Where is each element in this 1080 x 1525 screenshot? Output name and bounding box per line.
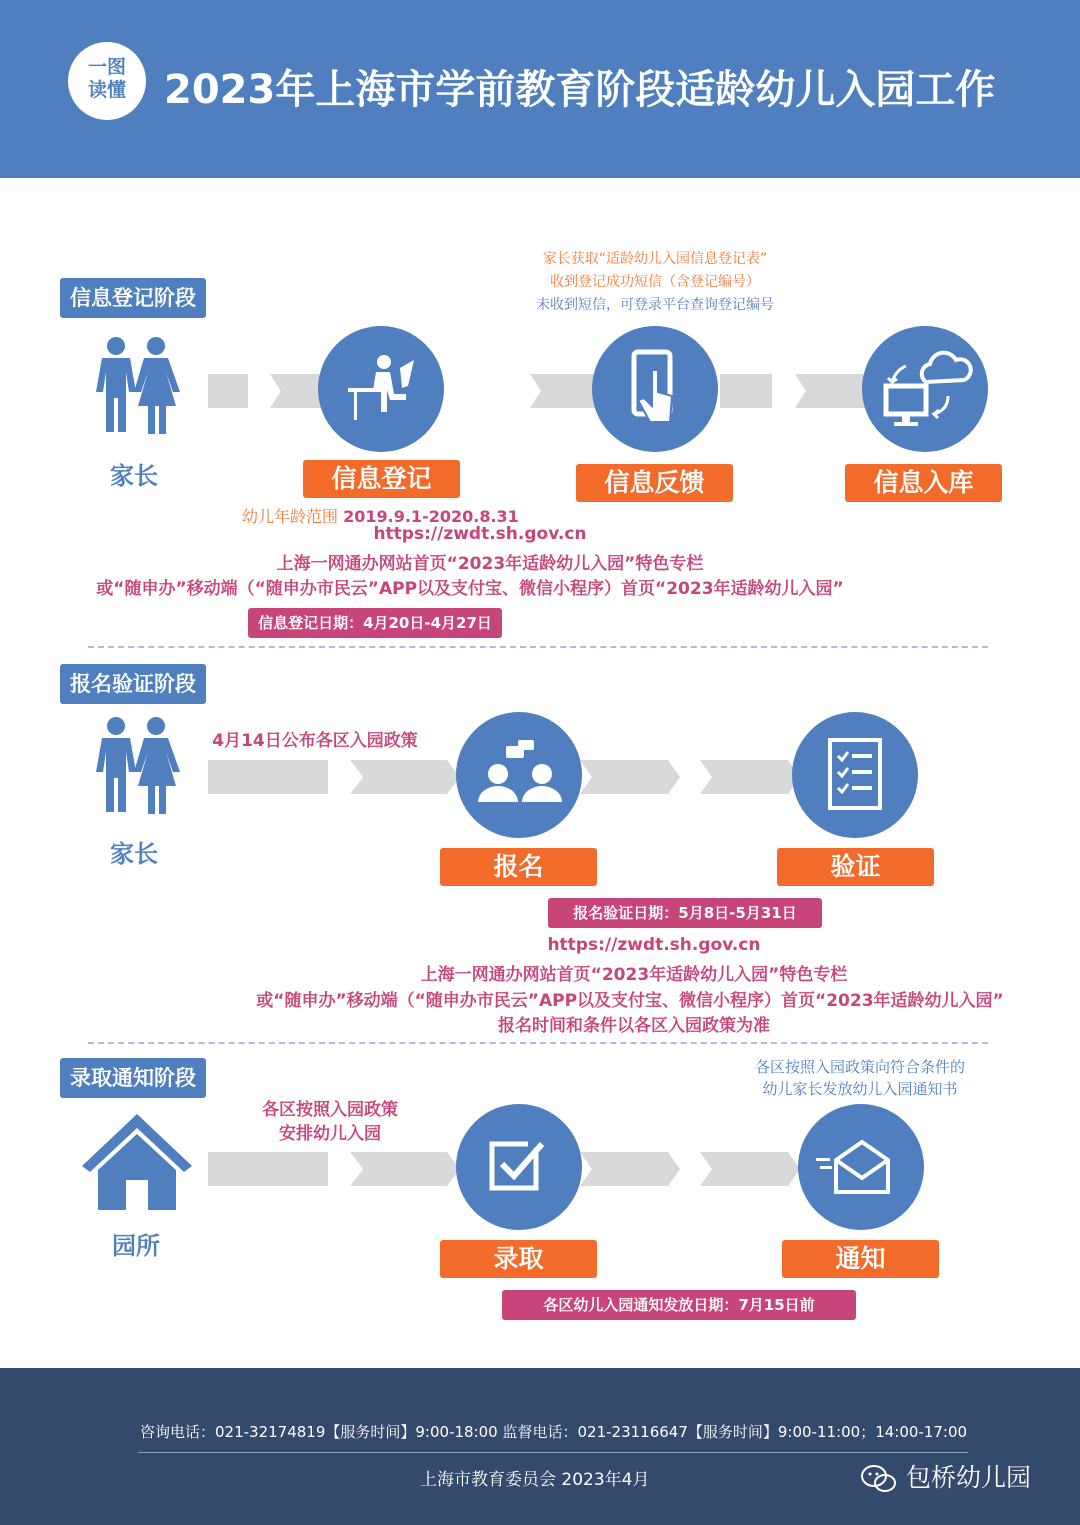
note-line: 各区按照入园政策 (262, 1100, 398, 1120)
person-at-computer-icon (318, 326, 444, 452)
checklist-icon (792, 712, 918, 838)
notification-circle (798, 1104, 924, 1230)
note-line: 各区按照入园政策向符合条件的 (754, 1058, 965, 1076)
badge-line2: 读懂 (87, 79, 126, 101)
stage2-policy-note: 4月14日公布各区入园政策 (212, 731, 418, 751)
people-chat-icon (456, 712, 582, 838)
stage3-date-badge: 各区幼儿入园通知发放日期：7月15日前 (502, 1290, 856, 1320)
stage2-mobile-line: 或“随申办”移动端（“随申办市民云”APP以及支付宝、微信小程序）首页“2023年适龄幼儿入园” (256, 991, 1004, 1011)
stage2-role-label: 家长 (110, 840, 158, 868)
step-info-registration: 信息登记 (303, 460, 460, 498)
stage2-date-badge: 报名验证日期：5月8日-5月31日 (548, 898, 822, 928)
note-line: 幼儿家长发放幼儿入园通知书 (762, 1080, 958, 1098)
step-enroll: 报名 (440, 848, 597, 886)
phone-touch-icon (592, 326, 718, 452)
age-range-label: 幼儿年龄范围 (242, 507, 339, 526)
registration-circle (318, 326, 444, 452)
stage2-portal-line: 上海一网通办网站首页“2023年适龄幼儿入园”特色专栏 (420, 965, 848, 985)
step-verify: 验证 (777, 848, 934, 886)
step-info-storage: 信息入库 (845, 464, 1002, 502)
footer-contact: 咨询电话：021-32174819【服务时间】9:00-18:00 监督电话：021-23116647【服务时间】9:00-11:00；14:00-17:00 (140, 1423, 968, 1441)
stage2-condition-line: 报名时间和条件以各区入园政策为准 (498, 1016, 770, 1036)
envelope-icon (798, 1104, 924, 1230)
page-footer (0, 1368, 1080, 1525)
note-line: 家长获取“适龄幼儿入园信息登记表” (542, 251, 768, 267)
note-line: 未收到短信，可登录平台查询登记编号 (536, 297, 774, 313)
brand-name: 包桥幼儿园 (905, 1463, 1031, 1492)
parents-icon (92, 716, 184, 816)
flow-arrow (208, 1152, 328, 1186)
flow-arrow (700, 760, 800, 794)
flow-arrow (580, 1152, 680, 1186)
stage2-url[interactable]: https://zwdt.sh.gov.cn (547, 935, 761, 955)
section-divider (88, 1042, 988, 1044)
stage3-right-note (700, 1056, 1020, 1100)
wechat-icon (860, 1464, 898, 1494)
cloud-computer-icon (862, 326, 988, 452)
stage1-url[interactable]: https://zwdt.sh.gov.cn (373, 524, 587, 544)
stage1-mobile-line: 或“随申办”移动端（“随申办市民云”APP以及支付宝、微信小程序）首页“2023年适龄幼儿入园” (96, 579, 844, 599)
footer-issuer: 上海市教育委员会 2023年4月 (420, 1470, 650, 1490)
wechat-brand (860, 1458, 1031, 1494)
badge-line1: 一图 (87, 56, 126, 78)
feedback-circle (592, 326, 718, 452)
read-at-a-glance-badge (68, 42, 146, 120)
page-title: 2023年上海市学前教育阶段适龄幼儿入园工作 (164, 67, 996, 113)
verification-circle (792, 712, 918, 838)
flow-arrow (208, 760, 328, 794)
flow-arrow (700, 1152, 800, 1186)
step-info-feedback: 信息反馈 (576, 464, 733, 502)
parents-icon (92, 336, 184, 436)
flow-arrow (720, 374, 772, 408)
stage1-date-badge: 信息登记日期：4月20日-4月27日 (248, 608, 502, 638)
step-admission: 录取 (440, 1240, 597, 1278)
database-circle (862, 326, 988, 452)
flow-arrow (580, 760, 680, 794)
flow-arrow (208, 374, 248, 408)
flow-arrow (350, 760, 460, 794)
stage3-tag: 录取通知阶段 (60, 1058, 206, 1098)
note-line: 安排幼儿入园 (279, 1124, 381, 1144)
stage1-top-notes (480, 248, 830, 317)
step-notification: 通知 (782, 1240, 939, 1278)
section-divider (88, 646, 988, 648)
stage3-left-note (225, 1098, 435, 1146)
checkbox-icon (456, 1104, 582, 1230)
flow-arrow (350, 1152, 460, 1186)
age-range-value: 2019.9.1-2020.8.31 (343, 507, 519, 526)
admission-circle (456, 1104, 582, 1230)
stage3-role-label: 园所 (112, 1232, 160, 1260)
enrollment-circle (456, 712, 582, 838)
note-line: 收到登记成功短信（含登记编号） (550, 274, 760, 290)
kindergarten-house-icon (78, 1108, 196, 1212)
footer-divider (138, 1452, 968, 1453)
stage1-tag: 信息登记阶段 (60, 278, 206, 318)
stage2-tag: 报名验证阶段 (60, 664, 206, 704)
stage1-portal-line: 上海一网通办网站首页“2023年适龄幼儿入园”特色专栏 (276, 554, 704, 574)
stage1-role-label: 家长 (110, 462, 158, 490)
